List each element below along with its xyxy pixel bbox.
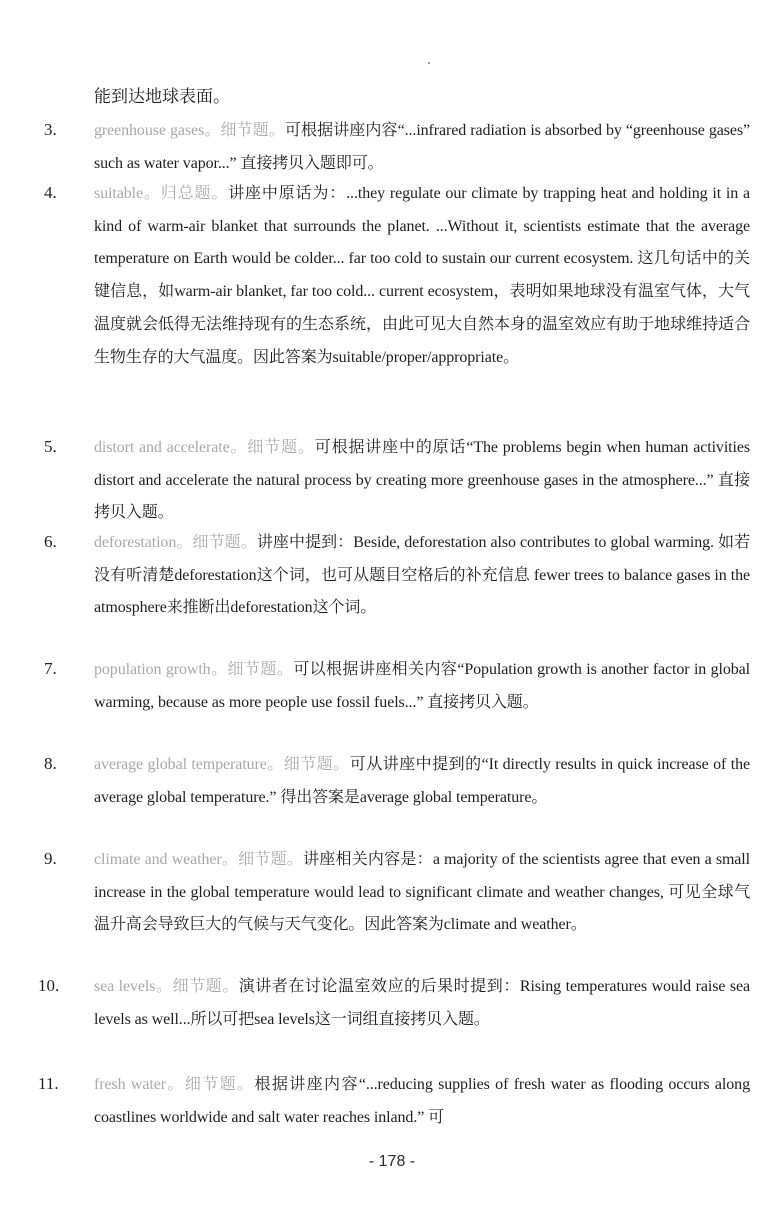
item-answer: greenhouse gases。	[94, 122, 221, 139]
item-number: 4.	[44, 183, 57, 202]
item-number: 11.	[38, 1074, 59, 1093]
item-type: 细节题。	[238, 849, 304, 868]
item-type: 细节题。	[192, 532, 257, 551]
item-answer: deforestation。	[94, 534, 193, 551]
item-body	[94, 526, 750, 624]
item-number: 5.	[44, 437, 57, 456]
item-type: 细节题。	[184, 1074, 255, 1093]
item-type: 细节题。	[247, 437, 315, 456]
item-explanation: 可根据讲座内容“...infrared radiation is absorbed by “greenhouse gases” such as water vapor...” 直接拷贝入题即可。	[94, 122, 750, 172]
item-type: 细节题。	[172, 976, 239, 995]
item-answer: fresh water。	[94, 1076, 185, 1093]
item-body	[94, 177, 750, 373]
item-answer: suitable。	[94, 185, 161, 202]
item-body	[94, 970, 750, 1035]
item-explanation: 讲座中提到：Beside, deforestation also contributes to global warming. 如若没有听清楚deforestation这个词，也可从题目空格后的补充信息 fewer trees to balance gases in the atmosphere来推断出deforestation这个词。	[94, 534, 751, 617]
item-body	[94, 653, 750, 718]
item-body	[94, 843, 750, 941]
item-explanation: 根据讲座内容“...reducing supplies of fresh water as flooding occurs along coastlines worldwide and salt water reaches inland.” 可	[94, 1076, 750, 1126]
item-number: 3.	[44, 120, 57, 139]
item-answer: climate and weather。	[94, 851, 239, 868]
item-answer: distort and accelerate。	[94, 439, 248, 456]
page-number: - 178 -	[368, 1153, 416, 1170]
item-answer: population growth。	[94, 661, 228, 678]
item-explanation: 可根据讲座中的原话“The problems begin when human activities distort and accelerate the natural process by creating more greenhouse gases in the atmosphere...” 直接拷贝入题。	[94, 439, 750, 522]
item-explanation: 讲座相关内容是：a majority of the scientists agree that even a small increase in the global temperature would lead to significant climate and weather changes, 可见全球气温升高会导致巨大的气候与天气变化。因此答案为climate and weather。	[94, 851, 750, 934]
item-body	[94, 114, 750, 179]
item-body	[94, 431, 750, 529]
item-type: 细节题。	[227, 659, 294, 678]
item-number: 7.	[44, 659, 57, 678]
item-number: 9.	[44, 849, 57, 868]
item-answer: average global temperature。	[94, 756, 284, 773]
intro-line: 能到达地球表面。	[94, 87, 230, 107]
item-type: 细节题。	[220, 120, 285, 139]
item-explanation: 可以根据讲座相关内容“Population growth is another factor in global warming, because as more people use fossil fuels...” 直接拷贝入题。	[94, 661, 750, 711]
item-type: 细节题。	[283, 754, 350, 773]
scan-speck	[428, 62, 430, 64]
item-explanation: 可从讲座中提到的“It directly results in quick increase of the average global temperature.” 得出答案是average global temperature。	[94, 756, 750, 806]
item-explanation: 讲座中原话为：...they regulate our climate by trapping heat and holding it in a kind of warm-air blanket that surrounds the planet. ...Without it, scientists estimate that the average temperature on Earth would be colder... far too cold to sustain our current ecosystem. 这几句话中的关键信息，如warm-air blanket, far too cold... current ecosystem，表明如果地球没有温室气体，大气温度就会低得无法维持现有的生态系统，由此可见大自然本身的温室效应有助于地球维持适合生物生存的大气温度。因此答案为suitable/proper/appropriate。	[94, 185, 750, 366]
item-number: 8.	[44, 754, 57, 773]
item-answer: sea levels。	[94, 978, 173, 995]
item-number: 6.	[44, 532, 57, 551]
item-type: 归总题。	[160, 183, 229, 202]
item-body	[94, 1068, 750, 1133]
item-body	[94, 748, 750, 813]
item-number: 10.	[38, 976, 60, 995]
item-explanation: 演讲者在讨论温室效应的后果时提到：Rising temperatures would raise sea levels as well...所以可把sea levels这一词组直接拷贝入题。	[94, 978, 750, 1028]
